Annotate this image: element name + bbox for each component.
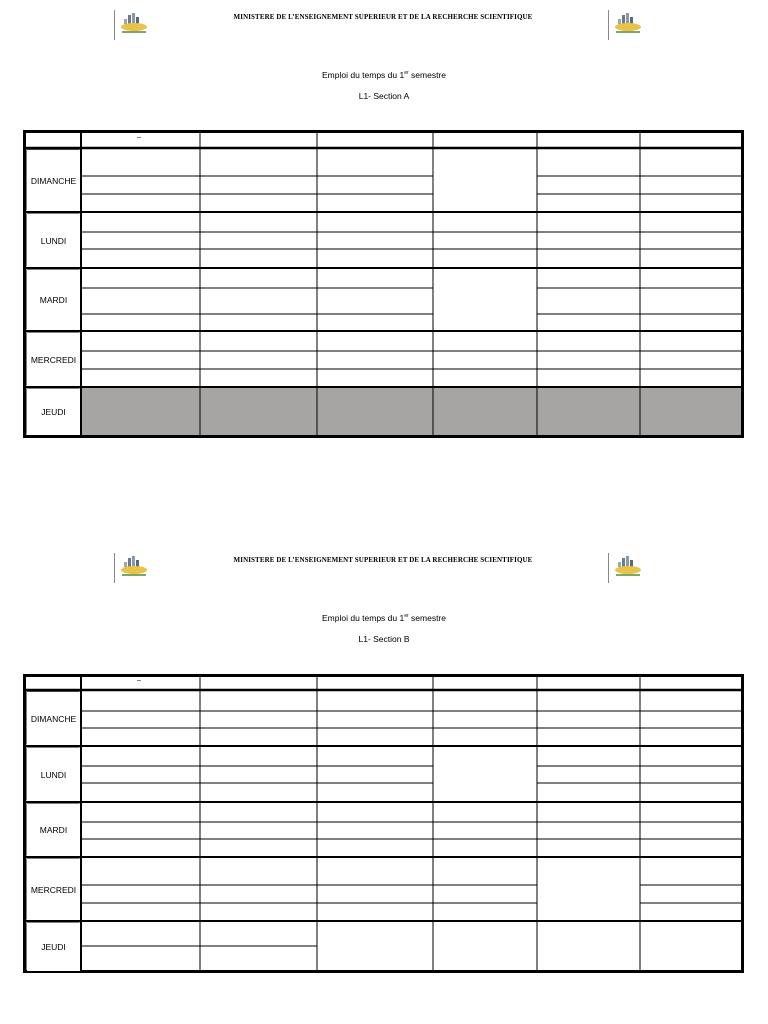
day-label: JEUDI xyxy=(27,389,80,435)
day-label: DIMANCHE xyxy=(27,150,80,211)
day-label: MARDI xyxy=(27,270,80,330)
header-mark: – xyxy=(137,134,141,141)
timetable-title: Emploi du temps du 1er semestre xyxy=(322,70,446,80)
timetable-grid-a xyxy=(0,0,768,440)
day-label: JEUDI xyxy=(27,923,80,971)
day-label: MERCREDI xyxy=(27,859,80,920)
ministry-name: MINISTERE DE L’ENSEIGNEMENT SUPERIEUR ET DE LA RECHERCHE SCIENTIFIQUE xyxy=(233,13,533,21)
section-label: L1- Section B xyxy=(358,634,410,644)
day-label: LUNDI xyxy=(27,214,80,267)
ministry-name: MINISTERE DE L’ENSEIGNEMENT SUPERIEUR ET DE LA RECHERCHE SCIENTIFIQUE xyxy=(233,556,533,564)
section-label: L1- Section A xyxy=(358,91,410,101)
timetable-section-a xyxy=(0,0,768,440)
day-label: MERCREDI xyxy=(27,333,80,386)
day-label: LUNDI xyxy=(27,748,80,801)
timetable-title: Emploi du temps du 1er semestre xyxy=(322,613,446,623)
timetable-section-b xyxy=(0,543,768,983)
header-mark: – xyxy=(137,677,141,684)
day-label: MARDI xyxy=(27,804,80,856)
timetable-grid-b xyxy=(0,543,768,983)
day-label: DIMANCHE xyxy=(27,692,80,745)
